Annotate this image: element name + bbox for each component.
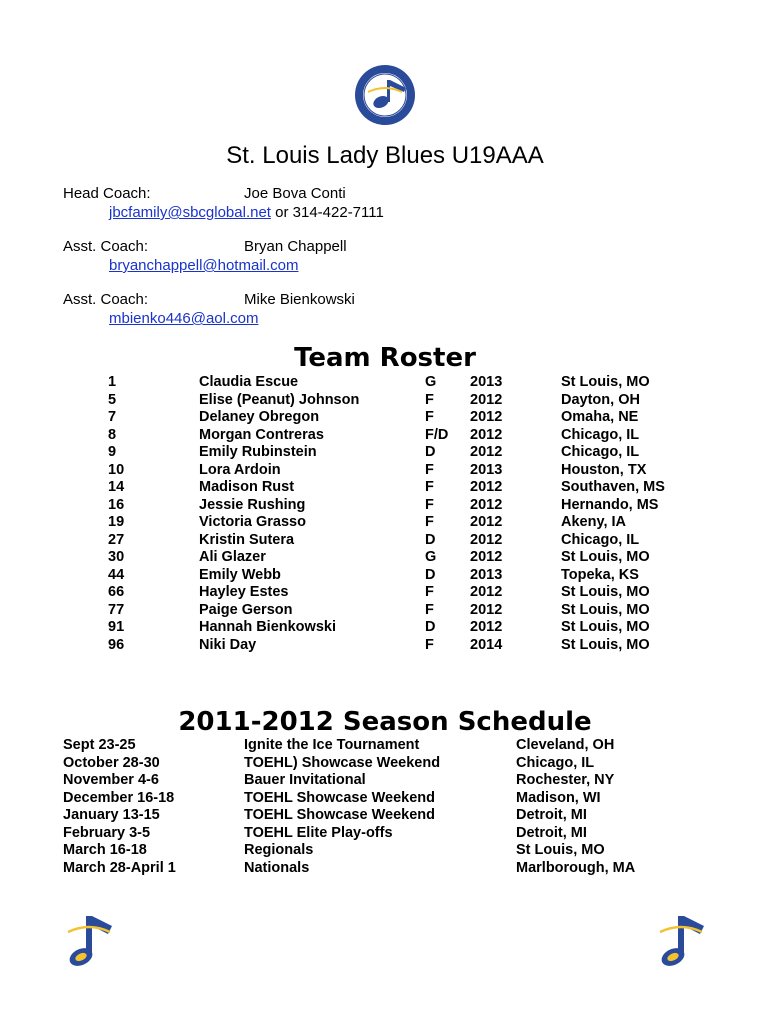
event-dates: December 16-18: [63, 789, 175, 806]
player-year: 2012: [470, 409, 503, 425]
event-location: Cleveland, OH: [516, 737, 615, 753]
player-year: 2013: [470, 461, 503, 478]
player-hometown: Akeny, IA: [561, 514, 627, 530]
player-name: Victoria Grasso: [199, 514, 306, 530]
player-number: 1: [108, 374, 117, 390]
event-location: Madison, WI: [516, 789, 601, 806]
player-number: 44: [108, 566, 125, 583]
event-name: Bauer Invitational: [244, 772, 366, 788]
event-name: TOEHL) Showcase Weekend: [244, 754, 441, 771]
player-position: G: [425, 549, 437, 565]
player-hometown: St Louis, MO: [561, 601, 650, 618]
blue-note-icon: [64, 912, 114, 978]
blue-note-icon: [656, 912, 706, 978]
player-year: 2012: [470, 514, 503, 530]
coach-contact: [109, 310, 258, 327]
player-year: 2012: [470, 426, 503, 443]
event-name: Nationals: [244, 859, 310, 876]
player-year: 2012: [470, 444, 503, 460]
player-name: Hannah Bienkowski: [199, 619, 336, 635]
player-hometown: Chicago, IL: [561, 531, 640, 548]
player-position: F: [425, 479, 434, 495]
player-year: 2012: [470, 391, 503, 408]
player-hometown: St Louis, MO: [561, 584, 650, 600]
player-name: Kristin Sutera: [199, 531, 295, 548]
coach-email-link[interactable]: jbcfamily@sbcglobal.net: [109, 204, 271, 221]
player-number: 30: [108, 549, 125, 565]
player-name: Niki Day: [199, 636, 257, 653]
player-position: D: [425, 619, 436, 635]
event-dates: March 28-April 1: [63, 859, 176, 876]
player-year: 2012: [470, 549, 503, 565]
event-name: TOEHL Elite Play-offs: [244, 824, 393, 841]
lady-blues-logo-icon: [354, 64, 416, 126]
player-position: F: [425, 461, 434, 478]
coach-name: Mike Bienkowski: [244, 291, 355, 308]
player-name: Morgan Contreras: [199, 426, 324, 443]
player-number: 5: [108, 391, 117, 408]
event-location: Marlborough, MA: [516, 859, 636, 876]
player-hometown: Hernando, MS: [561, 496, 659, 513]
player-hometown: Southaven, MS: [561, 479, 665, 495]
player-year: 2014: [470, 636, 503, 653]
coach-name: Joe Bova Conti: [244, 185, 346, 202]
event-dates: February 3-5: [63, 824, 151, 841]
player-hometown: Topeka, KS: [561, 566, 639, 583]
player-number: 66: [108, 584, 125, 600]
player-name: Emily Webb: [199, 566, 281, 583]
player-position: F: [425, 496, 434, 513]
player-position: F/D: [425, 426, 449, 443]
player-number: 7: [108, 409, 117, 425]
coach-email-link[interactable]: bryanchappell@hotmail.com: [109, 257, 299, 274]
player-year: 2013: [470, 374, 503, 390]
coach-role: Asst. Coach:: [63, 291, 149, 308]
player-hometown: Dayton, OH: [561, 391, 640, 408]
player-year: 2012: [470, 531, 503, 548]
player-number: 19: [108, 514, 125, 530]
player-name: Elise (Peanut) Johnson: [199, 391, 360, 408]
player-position: F: [425, 391, 434, 408]
player-position: F: [425, 514, 434, 530]
player-name: Claudia Escue: [199, 374, 299, 390]
player-hometown: Chicago, IL: [561, 444, 640, 460]
event-location: St Louis, MO: [516, 842, 605, 858]
player-year: 2012: [470, 601, 503, 618]
player-hometown: St Louis, MO: [561, 549, 650, 565]
event-location: Detroit, MI: [516, 824, 587, 841]
roster-heading: Team Roster: [294, 343, 476, 373]
coach-name: Bryan Chappell: [244, 238, 347, 255]
player-year: 2012: [470, 584, 503, 600]
coach-email-link[interactable]: mbienko446@aol.com: [109, 310, 259, 327]
player-hometown: Houston, TX: [561, 461, 647, 478]
player-position: D: [425, 444, 436, 460]
coach-phone: or 314-422-7111: [270, 204, 384, 221]
player-hometown: Chicago, IL: [561, 426, 640, 443]
player-name: Ali Glazer: [199, 549, 266, 565]
page-title: St. Louis Lady Blues U19AAA: [226, 142, 544, 169]
event-name: TOEHL Showcase Weekend: [244, 807, 435, 823]
player-hometown: Omaha, NE: [561, 409, 639, 425]
player-position: D: [425, 566, 436, 583]
player-number: 9: [108, 444, 117, 460]
player-number: 77: [108, 601, 125, 618]
player-year: 2012: [470, 496, 503, 513]
player-year: 2013: [470, 566, 503, 583]
event-dates: October 28-30: [63, 754, 160, 771]
player-year: 2012: [470, 619, 503, 635]
player-number: 91: [108, 619, 125, 635]
player-name: Delaney Obregon: [199, 409, 320, 425]
player-number: 10: [108, 461, 125, 478]
player-number: 16: [108, 496, 125, 513]
player-number: 8: [108, 426, 117, 443]
event-dates: January 13-15: [63, 807, 160, 823]
player-name: Madison Rust: [199, 479, 295, 495]
player-number: 96: [108, 636, 125, 653]
event-name: Ignite the Ice Tournament: [244, 737, 420, 753]
player-hometown: St Louis, MO: [561, 619, 650, 635]
event-dates: November 4-6: [63, 772, 159, 788]
player-name: Emily Rubinstein: [199, 444, 317, 460]
player-position: F: [425, 601, 434, 618]
player-position: F: [425, 636, 434, 653]
player-name: Jessie Rushing: [199, 496, 306, 513]
player-hometown: St Louis, MO: [561, 374, 650, 390]
event-location: Chicago, IL: [516, 754, 595, 771]
event-dates: Sept 23-25: [63, 737, 136, 753]
coach-role: Asst. Coach:: [63, 238, 149, 255]
event-dates: March 16-18: [63, 842, 147, 858]
player-name: Hayley Estes: [199, 584, 289, 600]
event-location: Rochester, NY: [516, 772, 615, 788]
player-name: Paige Gerson: [199, 601, 293, 618]
coach-role: Head Coach:: [63, 185, 151, 202]
player-name: Lora Ardoin: [199, 461, 281, 478]
event-name: TOEHL Showcase Weekend: [244, 789, 435, 806]
player-number: 27: [108, 531, 125, 548]
player-year: 2012: [470, 479, 503, 495]
coach-contact: [109, 204, 384, 221]
player-position: F: [425, 584, 434, 600]
player-hometown: St Louis, MO: [561, 636, 650, 653]
player-position: F: [425, 409, 434, 425]
schedule-heading: 2011-2012 Season Schedule: [178, 707, 592, 737]
player-position: D: [425, 531, 436, 548]
player-position: G: [425, 374, 437, 390]
event-location: Detroit, MI: [516, 807, 587, 823]
coach-contact: [109, 257, 299, 274]
event-name: Regionals: [244, 842, 314, 858]
player-number: 14: [108, 479, 125, 495]
